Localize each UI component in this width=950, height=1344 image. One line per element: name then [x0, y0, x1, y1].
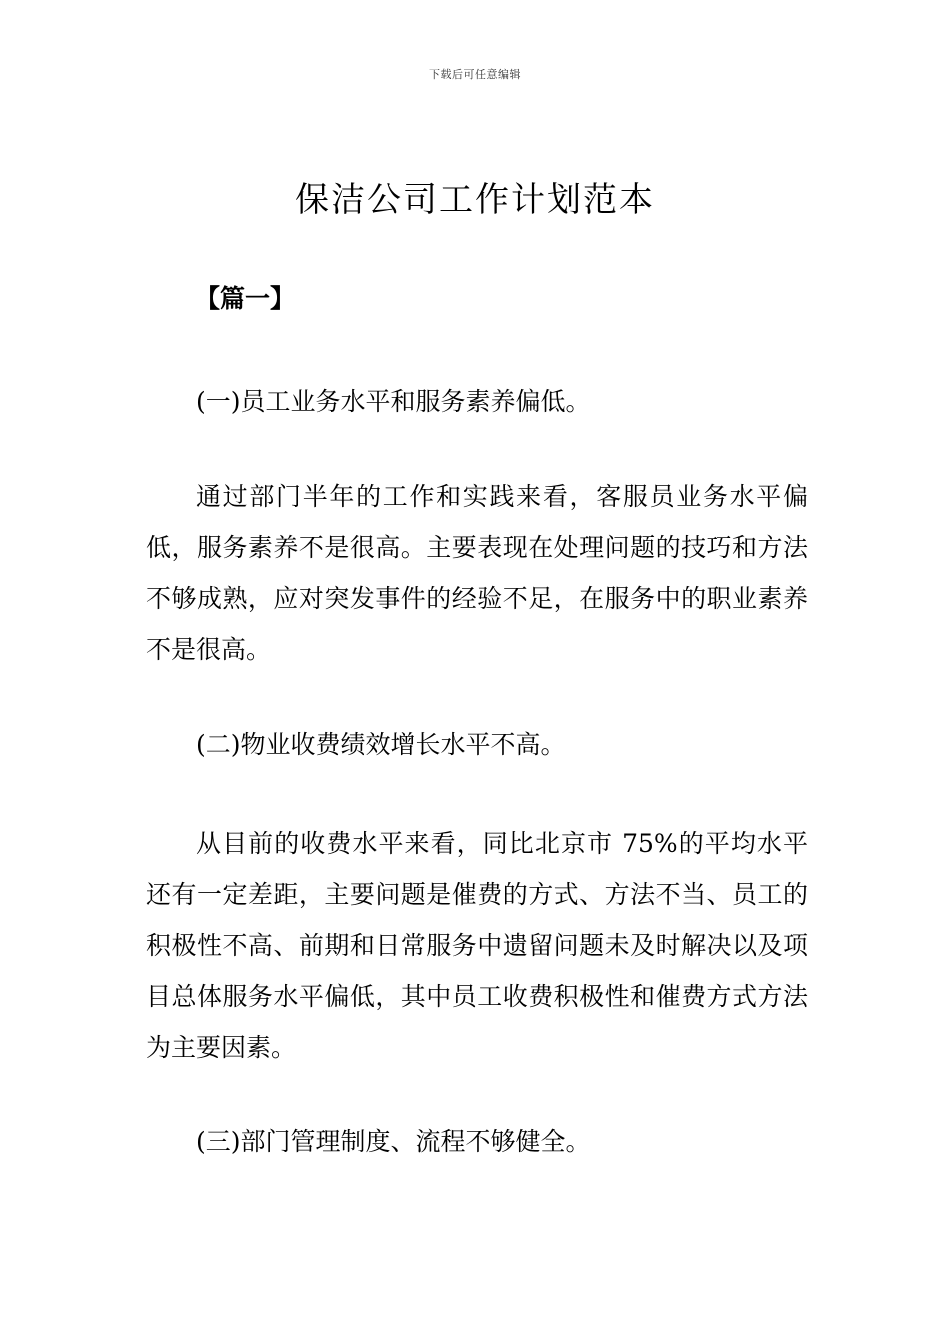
paragraph-heading-3: (三)部门管理制度、流程不够健全。 — [196, 1127, 591, 1156]
paragraph-body-1: 通过部门半年的工作和实践来看，客服员业务水平偏低，服务素养不是很高。主要表现在处理问题的技巧和方法不够成熟，应对突发事件的经验不足，在服务中的职业素养不是很高。 — [146, 482, 808, 664]
header-note: 下载后可任意编辑 — [429, 68, 521, 81]
paragraph-body-2: 从目前的收费水平来看，同比北京市 75%的平均水平还有一定差距，主要问题是催费的方式、方法不当、员工的积极性不高、前期和日常服务中遗留问题未及时解决以及项目总体服务水平偏低，其中员工收费积极性和催费方式方法为主要因素。 — [146, 829, 808, 1062]
paragraph-heading-2: (二)物业收费绩效增长水平不高。 — [196, 730, 566, 759]
document-title: 保洁公司工作计划范本 — [295, 180, 655, 220]
section-label: 【篇一】 — [195, 284, 296, 313]
paragraph-heading-1: (一)员工业务水平和服务素养偏低。 — [196, 387, 591, 416]
